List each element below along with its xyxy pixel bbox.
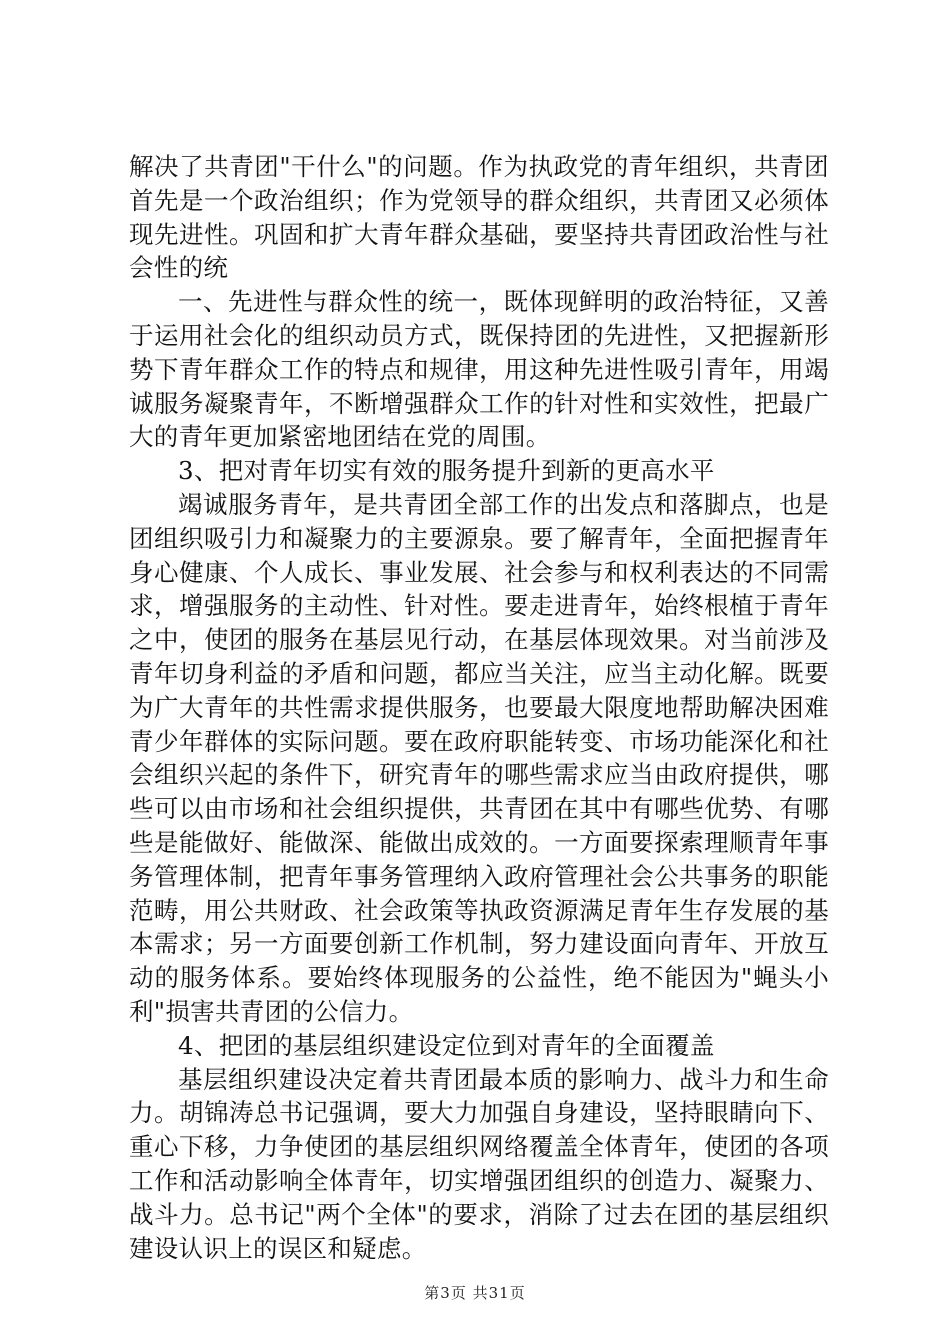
paragraph-continuation: 解决了共青团"干什么"的问题。作为执政党的青年组织，共青团首先是一个政治组织；作为党领导的群众组织，共青团又必须体现先进性。巩固和扩大青年群众基础，要坚持共青团政治性与社会性的统 [129, 152, 829, 283]
paragraph-service: 竭诚服务青年，是共青团全部工作的出发点和落脚点，也是团组织吸引力和凝聚力的主要源泉。要了解青年，全面把握青年身心健康、个人成长、事业发展、社会参与和权利表达的不同需求，增强服务的主动性、针对性。要走进青年，始终根植于青年之中，使团的服务在基层见行动，在基层体现效果。对当前涉及青年切身利益的矛盾和问题，都应当关注，应当主动化解。既要为广大青年的共性需求提供服务，也要最大限度地帮助解决困难青少年群体的实际问题。要在政府职能转变、市场功能深化和社会组织兴起的条件下，研究青年的哪些需求应当由政府提供，哪些可以由市场和社会组织提供，共青团在其中有哪些优势、有哪些是能做好、能做深、能做出成效的。一方面要探索理顺青年事务管理体制，把青年事务管理纳入政府管理社会公共事务的职能范畴，用公共财政、社会政策等执政资源满足青年生存发展的基本需求；另一方面要创新工作机制，努力建设面向青年、开放互动的服务体系。要始终体现服务的公益性，绝不能因为"蝇头小利"损害共青团的公信力。 [129, 489, 829, 1026]
paragraph-grassroots: 基层组织建设决定着共青团最本质的影响力、战斗力和生命力。胡锦涛总书记强调，要大力加强自身建设，坚持眼睛向下、重心下移，力争使团的基层组织网络覆盖全体青年，使团的各项工作和活动影响全体青年，切实增强团组织的创造力、凝聚力、战斗力。总书记"两个全体"的要求，消除了过去在团的基层组织建设认识上的误区和疑虑。 [129, 1064, 829, 1263]
page-number-footer: 第3页 共31页 [424, 1284, 526, 1302]
document-body [129, 150, 829, 1265]
section-heading-3: 3、把对青年切实有效的服务提升到新的更高水平 [178, 456, 715, 486]
section-heading-4: 4、把团的基层组织建设定位到对青年的全面覆盖 [178, 1030, 715, 1060]
paragraph-unity: 一、先进性与群众性的统一，既体现鲜明的政治特征，又善于运用社会化的组织动员方式，既保持团的先进性，又把握新形势下青年群众工作的特点和规律，用这种先进性吸引青年，用竭诚服务凝聚青年，不断增强群众工作的针对性和实效性，把最广大的青年更加紧密地团结在党的周围。 [129, 287, 829, 452]
